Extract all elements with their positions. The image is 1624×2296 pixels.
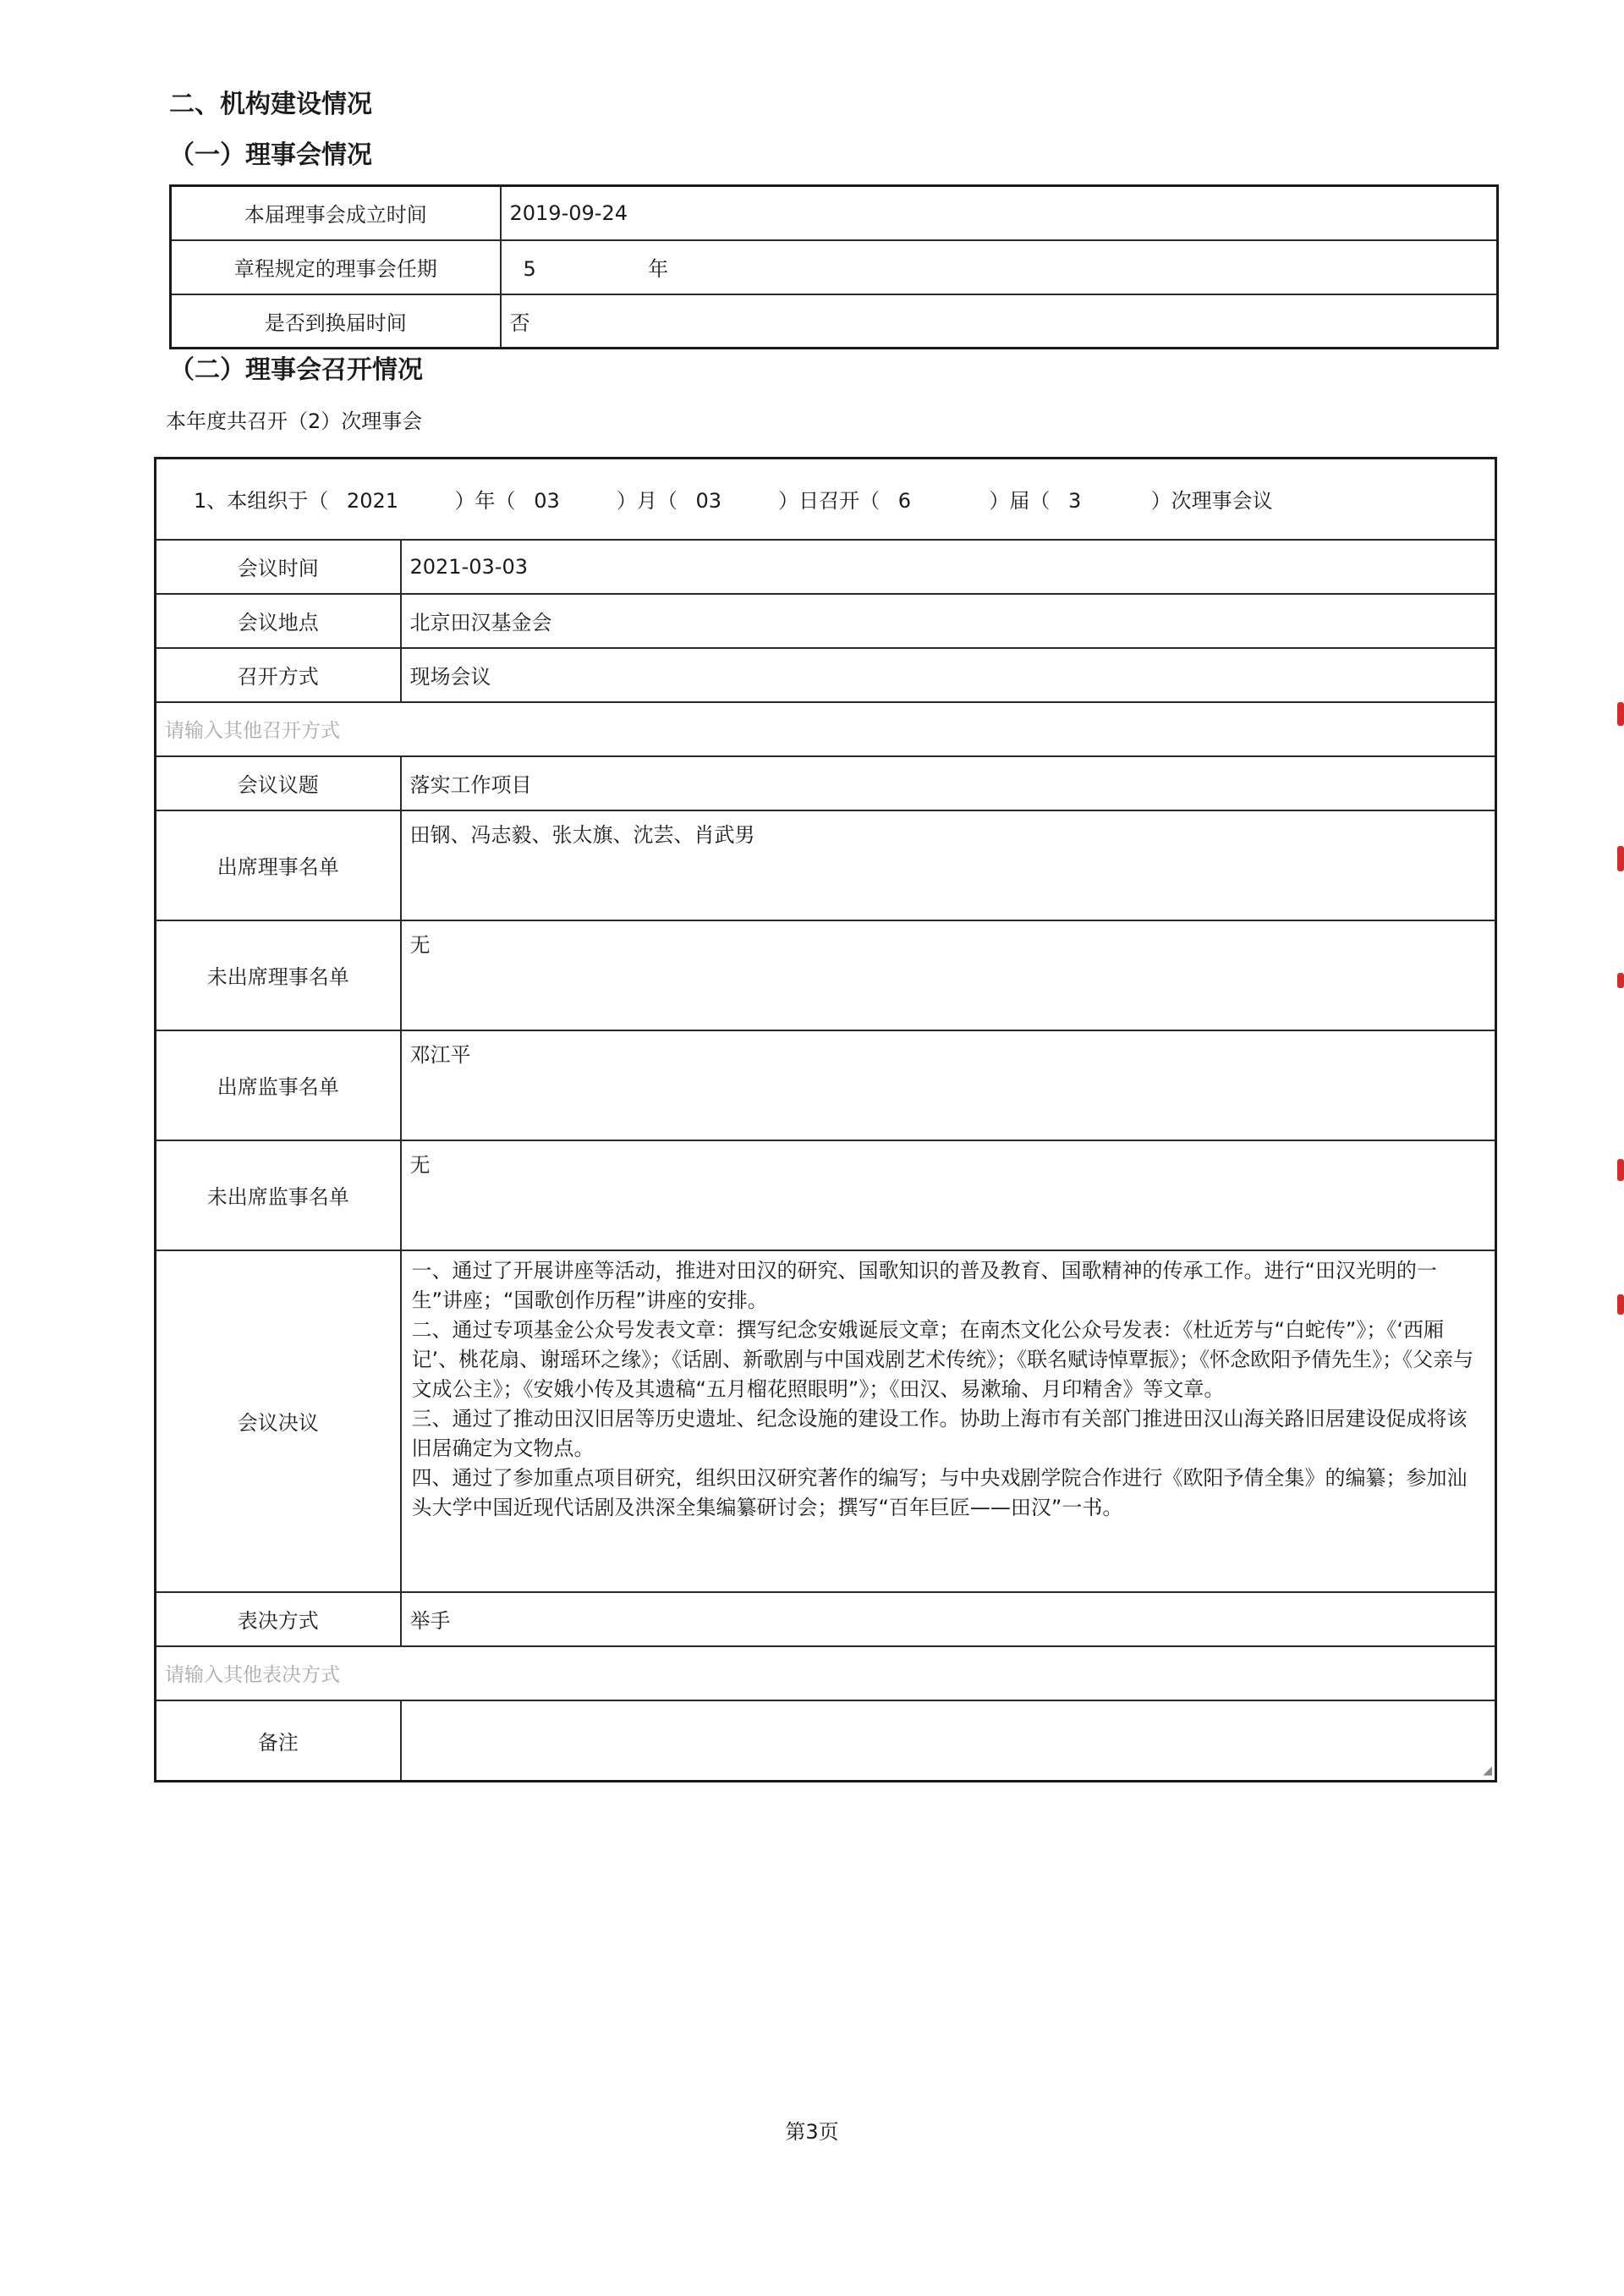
- term-unit: 年: [648, 257, 669, 281]
- meeting-place-label: 会议地点: [156, 594, 401, 648]
- header-day-suffix: ）日召开（: [778, 489, 881, 514]
- meetings-subtitle: （二）理事会召开情况: [169, 355, 423, 385]
- header-count-field[interactable]: 3: [1068, 489, 1082, 514]
- resolution-row: [156, 1250, 1496, 1592]
- sup-attend-row: [156, 1030, 1496, 1140]
- term-field[interactable]: [501, 240, 1498, 294]
- meeting-header-row: [156, 459, 1496, 540]
- attend-label: 出席理事名单: [156, 810, 401, 920]
- reelection-label: 是否到换届时间: [171, 294, 501, 349]
- resolution-paragraph: 三、通过了推动田汉旧居等历史遗址、纪念设施的建设工作。协助上海市有关部门推进田汉山海关路旧居建设促成将该旧居确定为文物点。: [411, 1406, 1468, 1460]
- vote-other-input[interactable]: 请输入其他表决方式: [156, 1646, 1496, 1700]
- scan-edge-mark: [1617, 846, 1624, 871]
- board-info-table: [169, 184, 1499, 349]
- sup-attend-label: 出席监事名单: [156, 1030, 401, 1140]
- meeting-table: [154, 457, 1497, 1782]
- section-title: 二、机构建设情况: [169, 90, 372, 119]
- vote-select[interactable]: 举手: [401, 1592, 1496, 1646]
- sup-absent-field[interactable]: 无: [401, 1140, 1496, 1250]
- header-session-field[interactable]: 6: [897, 489, 912, 514]
- meeting-topic-label: 会议议题: [156, 756, 401, 810]
- absent-label: 未出席理事名单: [156, 920, 401, 1030]
- term-label: 章程规定的理事会任期: [171, 240, 501, 294]
- attend-row: [156, 810, 1496, 920]
- resolution-paragraph: 二、通过专项基金公众号发表文章：撰写纪念安娥诞辰文章；在南杰文化公众号发表：《杜近芳与“白蛇传”》；《‘西厢记’、桃花扇、谢瑶环之缘》；《话剧、新歌剧与中国戏剧艺术传统》；《联名赋诗悼覃振》；《怀念欧阳予倩先生》；《父亲与文成公主》；《安娥小传及其遗稿“五月榴花照眼明”》；《田汉、易漱瑜、月印精舍》等文章。: [411, 1317, 1474, 1401]
- scan-edge-mark: [1617, 1159, 1624, 1181]
- vote-row: [156, 1592, 1496, 1646]
- header-prefix: 1、本组织于（: [194, 489, 329, 514]
- meeting-mode-label: 召开方式: [156, 648, 401, 702]
- board-row-reelection: [171, 294, 1498, 349]
- scan-edge-mark: [1617, 1294, 1624, 1315]
- established-field[interactable]: 2019-09-24: [501, 186, 1498, 240]
- meeting-time-label: 会议时间: [156, 540, 401, 594]
- term-value: 5: [523, 257, 536, 281]
- header-year-suffix: ）年（: [454, 489, 516, 514]
- vote-label: 表决方式: [156, 1592, 401, 1646]
- meeting-time-row: [156, 540, 1496, 594]
- vote-other-row: [156, 1646, 1496, 1700]
- resolution-field[interactable]: [401, 1250, 1496, 1592]
- scan-edge-mark: [1617, 973, 1624, 988]
- header-month-field[interactable]: 03: [534, 489, 560, 514]
- remark-row: [156, 1700, 1496, 1782]
- scan-edge-mark: [1617, 702, 1624, 726]
- remark-label: 备注: [156, 1700, 401, 1782]
- mode-other-row: [156, 702, 1496, 756]
- board-row-established: [171, 186, 1498, 240]
- resolution-label: 会议决议: [156, 1250, 401, 1592]
- established-label: 本届理事会成立时间: [171, 186, 501, 240]
- header-count-suffix: ）次理事会议: [1150, 489, 1273, 514]
- header-month-suffix: ）月（: [616, 489, 678, 514]
- sup-absent-row: [156, 1140, 1496, 1250]
- board-subtitle: （一）理事会情况: [169, 140, 372, 170]
- meetings-summary: 本年度共召开（2）次理事会: [166, 409, 423, 433]
- meeting-header: [156, 459, 1496, 540]
- header-year-field[interactable]: 2021: [346, 489, 398, 514]
- header-session-suffix: ）届（: [989, 489, 1051, 514]
- meeting-topic-field[interactable]: 落实工作项目: [401, 756, 1496, 810]
- reelection-field[interactable]: 否: [501, 294, 1498, 349]
- header-day-field[interactable]: 03: [695, 489, 722, 514]
- absent-field[interactable]: 无: [401, 920, 1496, 1030]
- meeting-place-field[interactable]: 北京田汉基金会: [401, 594, 1496, 648]
- sup-attend-field[interactable]: 邓江平: [401, 1030, 1496, 1140]
- resolution-paragraph: 四、通过了参加重点项目研究，组织田汉研究著作的编写；与中央戏剧学院合作进行《欧阳予倩全集》的编纂；参加汕头大学中国近现代话剧及洪深全集编纂研讨会；撰写“百年巨匠——田汉”一书。: [411, 1465, 1468, 1519]
- mode-other-input[interactable]: 请输入其他召开方式: [156, 702, 1496, 756]
- meeting-mode-row: [156, 648, 1496, 702]
- meeting-place-row: [156, 594, 1496, 648]
- meeting-mode-select[interactable]: 现场会议: [401, 648, 1496, 702]
- remark-field[interactable]: [401, 1700, 1496, 1782]
- board-row-term: [171, 240, 1498, 294]
- meeting-time-field[interactable]: 2021-03-03: [401, 540, 1496, 594]
- sup-absent-label: 未出席监事名单: [156, 1140, 401, 1250]
- meeting-topic-row: [156, 756, 1496, 810]
- page-number: 第3页: [785, 2120, 839, 2144]
- resolution-paragraph: 一、通过了开展讲座等活动，推进对田汉的研究、国歌知识的普及教育、国歌精神的传承工作。进行“田汉光明的一生”讲座；“国歌创作历程”讲座的安排。: [411, 1258, 1437, 1312]
- attend-field[interactable]: 田钢、冯志毅、张太旗、沈芸、肖武男: [401, 810, 1496, 920]
- resize-handle-icon[interactable]: ◢: [1483, 1764, 1492, 1777]
- absent-row: [156, 920, 1496, 1030]
